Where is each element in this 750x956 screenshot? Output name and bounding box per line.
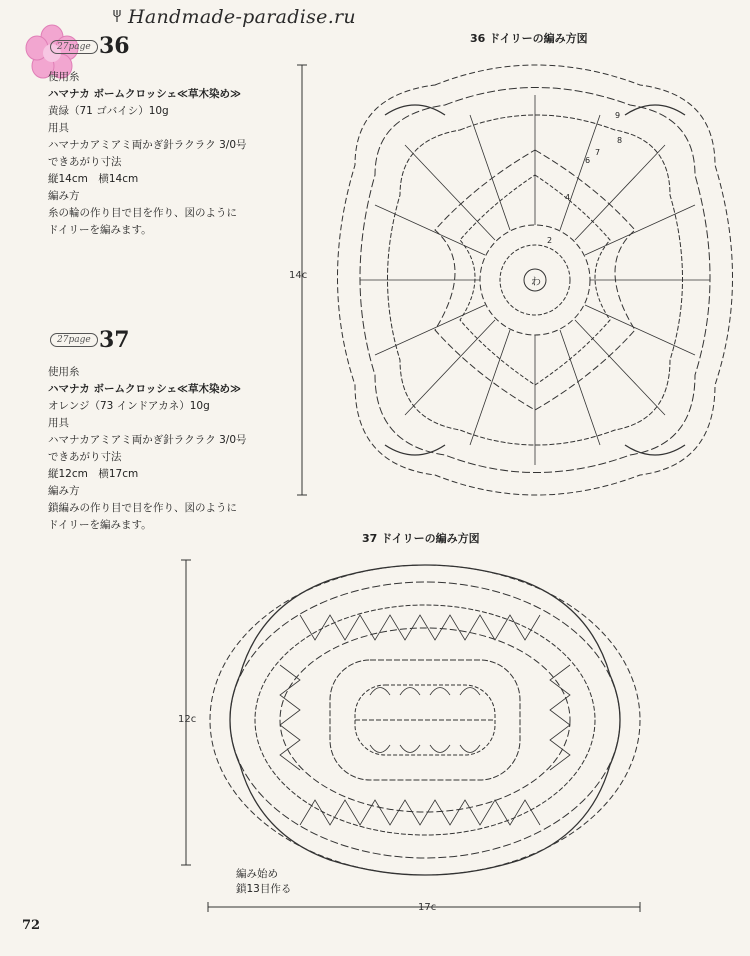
- start-label-1: 編み始め: [236, 868, 278, 880]
- page-ref-badge-36: 27page: [50, 40, 98, 54]
- diagram37-width-label: 17c: [418, 902, 437, 913]
- yarn-brand: ハマナカ ボームクロッシェ≪草木染め≫: [48, 383, 242, 395]
- size-label: できあがり寸法: [48, 156, 122, 168]
- yarn-color: オレンジ（73 インドアカネ）10g: [48, 400, 210, 412]
- page-ref-badge-37: 27page: [50, 333, 98, 347]
- row-label: 4: [565, 193, 571, 202]
- start-label-2: 鎖13目作る: [236, 883, 292, 895]
- site-watermark: Handmade-paradise.ru: [128, 6, 356, 28]
- pattern-number-37: 37: [99, 327, 130, 353]
- diagram36-chart: [295, 55, 745, 505]
- yarn-color: 黄緑（71 ゴバイシ）10g: [48, 105, 169, 117]
- method-line-2: ドイリーを編みます。: [48, 224, 152, 236]
- diagram36-height-label: 14c: [289, 270, 308, 281]
- row-label: 9: [615, 111, 621, 120]
- row-label: 7: [595, 148, 601, 157]
- tools-label: 用具: [48, 417, 69, 429]
- yarn-label: 使用糸: [48, 71, 80, 83]
- diagram36-center-label: わ: [531, 277, 541, 288]
- tools-label: 用具: [48, 122, 69, 134]
- method-label: 編み方: [48, 190, 80, 202]
- diagram37-title: 37 ドイリーの編み方図: [362, 532, 480, 545]
- size: 縦12cm 横17cm: [48, 468, 139, 480]
- diagram37-height-label: 12c: [178, 714, 197, 725]
- diagram37-chart: [180, 545, 650, 915]
- yarn-label: 使用糸: [48, 366, 80, 378]
- size-label: できあがり寸法: [48, 451, 122, 463]
- pattern37-info: [48, 364, 247, 534]
- tools: ハマナカアミアミ両かぎ針ラクラク 3/0号: [48, 139, 247, 151]
- method-label: 編み方: [48, 485, 80, 497]
- method-line-2: ドイリーを編みます。: [48, 519, 152, 531]
- row-label: 8: [617, 136, 623, 145]
- size: 縦14cm 横14cm: [48, 173, 139, 185]
- method-line-1: 鎖編みの作り目で目を作り、図のように: [48, 502, 237, 514]
- page-number: 72: [22, 918, 41, 933]
- row-label: 6: [585, 156, 591, 165]
- pattern-number-36: 36: [99, 33, 130, 59]
- diagram36-title: 36 ドイリーの編み方図: [470, 32, 588, 45]
- row-label: 2: [547, 236, 553, 245]
- tools: ハマナカアミアミ両かぎ針ラクラク 3/0号: [48, 434, 247, 446]
- fork-icon: [112, 9, 124, 23]
- method-line-1: 糸の輪の作り目で目を作り、図のように: [48, 207, 237, 219]
- pattern36-info: [48, 69, 247, 239]
- yarn-brand: ハマナカ ボームクロッシェ≪草木染め≫: [48, 88, 242, 100]
